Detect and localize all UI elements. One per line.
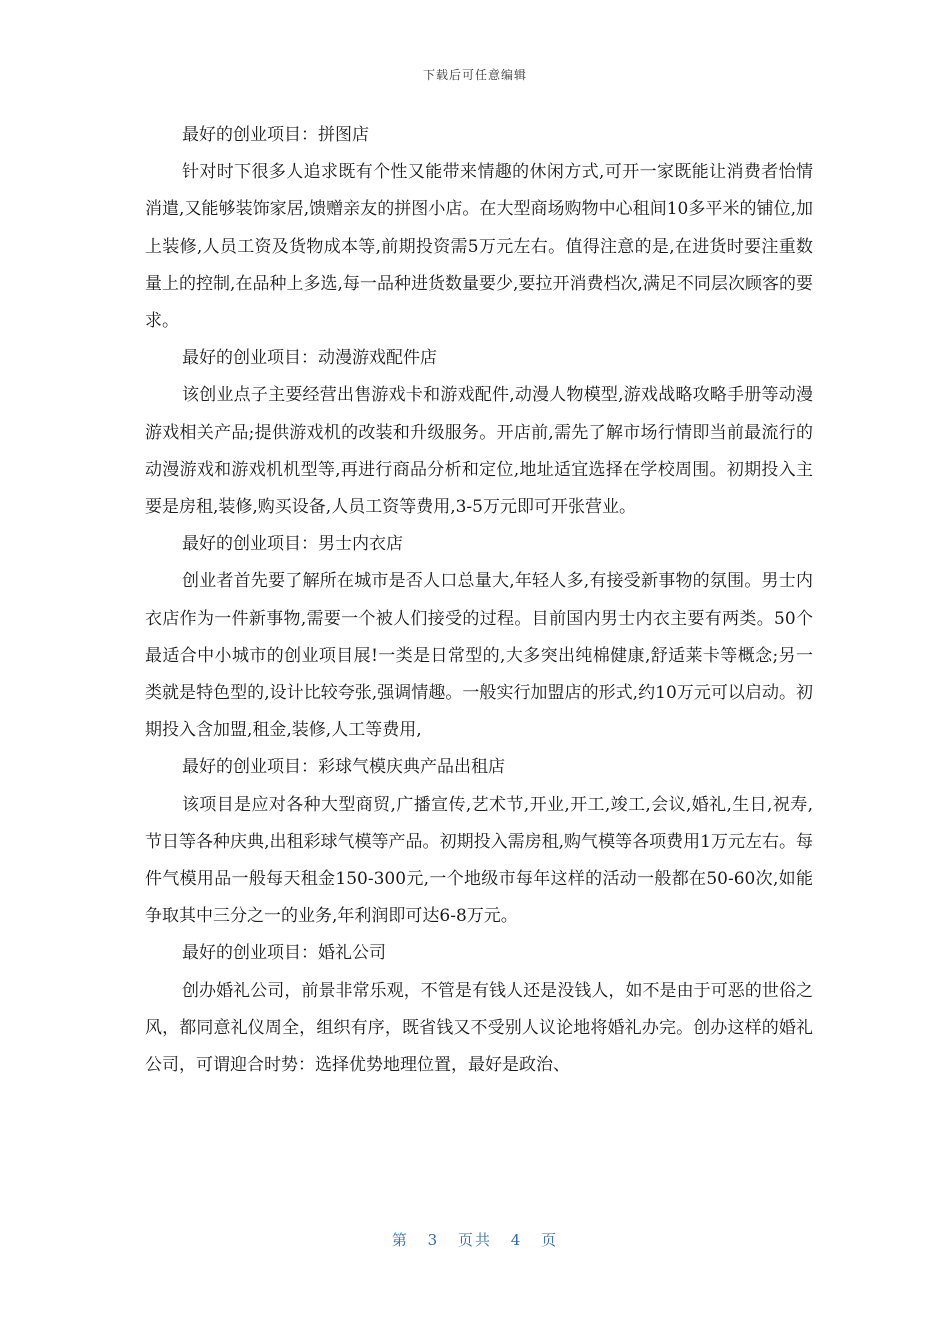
section-body-wedding-company: 创办婚礼公司，前景非常乐观，不管是有钱人还是没钱人，如不是由于可恶的世俗之风，都同意礼仪周全，组织有序，既省钱又不受别人议论地将婚礼办完。创办这样的婚礼公司，可谓迎合时势：选择优势地理位置，最好是政治、: [145, 980, 813, 1076]
section-heading-puzzle-shop: 最好的创业项目：拼图店: [182, 125, 369, 145]
section-heading-balloon-rental-shop: 最好的创业项目：彩球气模庆典产品出租店: [182, 757, 505, 778]
section-body-balloon-rental-shop: 该项目是应对各种大型商贸,广播宣传,艺术节,开业,开工,竣工,会议,婚礼,生日,祝寿,节日等各种庆典,出租彩球气模等产品。初期投入需房租,购气模等各项费用1万元左右。每件气模用品一般每天租金150-300元,一个地级市每年这样的活动一般都在50-60次,如能争取其中三分之一的业务,年利润即可达6-8万元。: [145, 794, 813, 927]
page-number-footer: 第 3 页共 4 页: [391, 1231, 559, 1249]
page-header: 下载后可任意编辑: [422, 68, 527, 82]
section-body-anime-game-shop: 该创业点子主要经营出售游戏卡和游戏配件,动漫人物模型,游戏战略攻略手册等动漫游戏相关产品;提供游戏机的改装和升级服务。开店前,需先了解市场行情即当前最流行的动漫游戏和游戏机机型等,再进行商品分析和定位,地址适宜选择在学校周围。初期投入主要是房租,装修,购买设备,人员工资等费用,3-5万元即可开张营业。: [145, 385, 813, 518]
section-heading-anime-game-shop: 最好的创业项目：动漫游戏配件店: [182, 348, 437, 369]
document-body: [145, 117, 813, 1084]
section-body-mens-underwear-shop: 创业者首先要了解所在城市是否人口总量大,年轻人多,有接受新事物的氛围。男士内衣店作为一件新事物,需要一个被人们接受的过程。目前国内男士内衣主要有两类。50个最适合中小城市的创业项目展!一类是日常型的,大多突出纯棉健康,舒适莱卡等概念;另一类就是特色型的,设计比较夸张,强调情趣。一般实行加盟店的形式,约10万元可以启动。初期投入含加盟,租金,装修,人工等费用,: [145, 571, 813, 741]
section-heading-wedding-company: 最好的创业项目：婚礼公司: [182, 943, 386, 964]
section-heading-mens-underwear-shop: 最好的创业项目：男士内衣店: [182, 534, 403, 555]
section-body-puzzle-shop: 针对时下很多人追求既有个性又能带来情趣的休闲方式,可开一家既能让消费者怡情消遣,又能够装饰家居,馈赠亲友的拼图小店。在大型商场购物中心租间10多平米的铺位,加上装修,人员工资及货物成本等,前期投资需5万元左右。值得注意的是,在进货时要注重数量上的控制,在品种上多选,每一品种进货数量要少,要拉开消费档次,满足不同层次顾客的要求。: [145, 162, 813, 332]
